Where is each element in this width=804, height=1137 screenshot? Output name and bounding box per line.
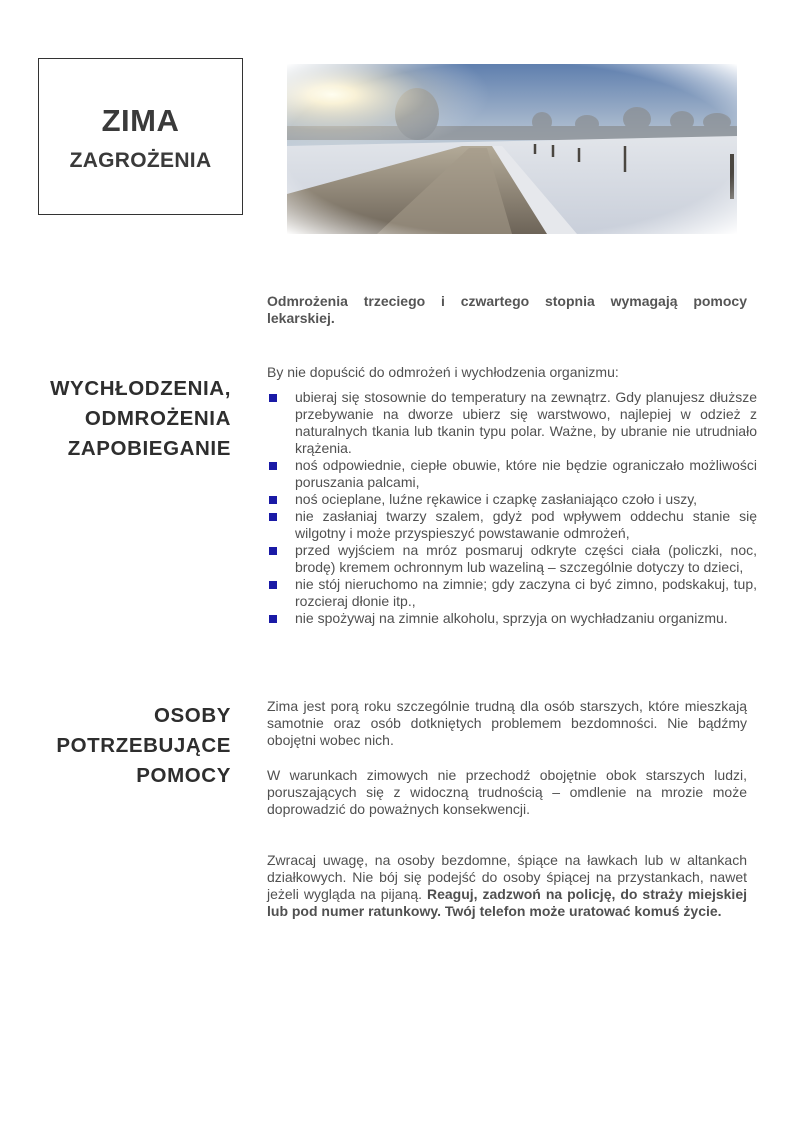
title-box xyxy=(38,58,243,215)
list-item: noś odpowiednie, ciepłe obuwie, które nie będzie ograniczało możliwości poruszania palcami, xyxy=(267,457,757,491)
bullet-square-icon xyxy=(269,513,277,521)
bullet-square-icon xyxy=(269,581,277,589)
help-paragraph-3-text: Zwracaj uwagę, na osoby bezdomne, śpiące na ławkach lub w altankach działkowych. Nie bój się podejść do osoby śpiącej na przystankach, nawet jeżeli wygląda na pijaną. xyxy=(267,852,747,902)
heading-line: WYCHŁODZENIA, xyxy=(50,377,231,400)
list-item: nie spożywaj na zimnie alkoholu, sprzyja on wychładzaniu organizmu. xyxy=(267,610,757,627)
page-title: ZIMA xyxy=(101,103,180,138)
section-heading-prevention xyxy=(50,374,231,464)
help-call-to-action: Reaguj, zadzwoń na policję, do straży miejskiej lub pod numer ratunkowy. Twój telefon może uratować komuś życie. xyxy=(267,886,748,919)
help-paragraph-1: Zima jest porą roku szczególnie trudną dla osób starszych, które mieszkają samotnie oraz osób dotkniętych problemem bezdomności. Nie bądźmy obojętni wobec nich. xyxy=(267,698,747,748)
help-paragraph-2: W warunkach zimowych nie przechodź obojętnie obok starszych ludzi, poruszających się z widoczną trudnością – omdlenie na mrozie może doprowadzić do poważnych konsekwencji. xyxy=(267,767,747,817)
help-paragraph-3 xyxy=(267,852,747,920)
bullet-square-icon xyxy=(269,547,277,555)
winter-road-photo xyxy=(287,64,737,234)
bullet-square-icon xyxy=(269,394,277,402)
bullet-square-icon xyxy=(269,496,277,504)
prevention-lead: By nie dopuścić do odmrożeń i wychłodzenia organizmu: xyxy=(267,364,619,380)
page-subtitle: ZAGROŻENIA xyxy=(69,149,212,172)
prevention-list xyxy=(267,389,757,627)
section-heading-help xyxy=(56,701,231,791)
heading-line: ODMROŻENIA xyxy=(84,407,231,430)
heading-line: POMOCY xyxy=(136,764,231,787)
intro-text: Odmrożenia trzeciego i czwartego stopnia wymagają pomocy lekarskiej. xyxy=(267,293,747,326)
list-item: nie stój nieruchomo na zimnie; gdy zaczyna ci być zimno, podskakuj, tup, rozcieraj dłonie itp., xyxy=(267,576,757,610)
heading-line: OSOBY xyxy=(153,704,231,727)
list-item: przed wyjściem na mróz posmaruj odkryte części ciała (policzki, noc, brodę) kremem ochronnym lub wazeliną – szczególnie dotyczy to dzieci, xyxy=(267,542,757,576)
list-item: ubieraj się stosownie do temperatury na zewnątrz. Gdy planujesz dłuższe przebywanie na dworze ubierz się warstwowo, najlepiej w odzież z naturalnych tkania lub tkanin typu polar. Ważne, by ubranie nie utrudniało krążenia. xyxy=(267,389,757,457)
bullet-square-icon xyxy=(269,462,277,470)
heading-line: ZAPOBIEGANIE xyxy=(67,437,231,460)
list-item: noś ocieplane, luźne rękawice i czapkę zasłaniająco czoło i uszy, xyxy=(267,491,757,508)
list-item: nie zasłaniaj twarzy szalem, gdyż pod wpływem oddechu stanie się wilgotny i może przyspieszyć powstawanie odmrożeń, xyxy=(267,508,757,542)
bullet-square-icon xyxy=(269,615,277,623)
heading-line: POTRZEBUJĄCE xyxy=(56,734,231,757)
